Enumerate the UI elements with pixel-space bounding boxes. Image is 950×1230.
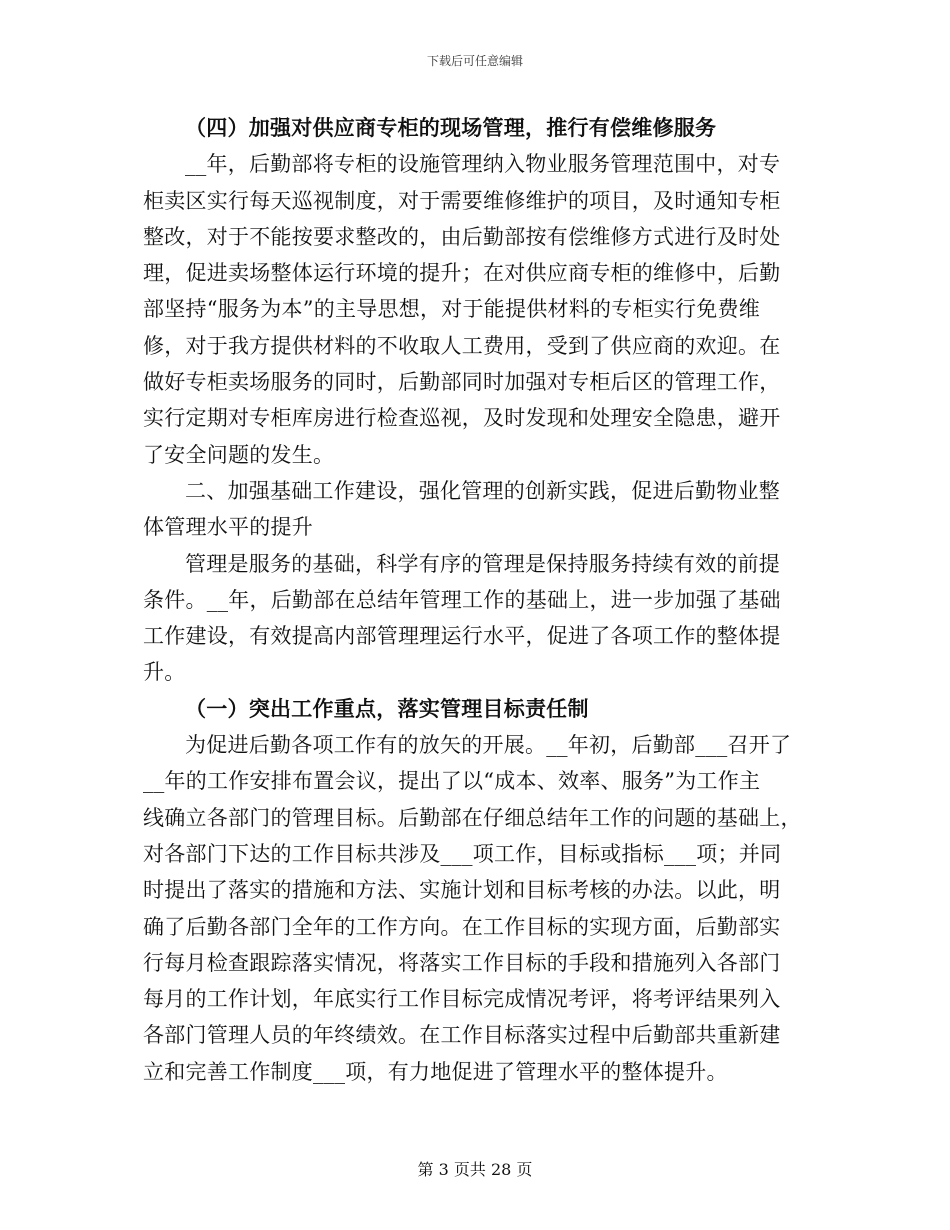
paragraph-line: 条件。__年，后勤部在总结年管理工作的基础上，进一步加强了基础 (143, 587, 781, 612)
paragraph-line: 体管理水平的提升 (143, 515, 313, 540)
document-body (143, 110, 803, 1090)
paragraph-line: 升。 (143, 660, 186, 685)
page-header: 下载后可任意编辑 (426, 54, 523, 68)
paragraph-line: 线确立各部门的管理目标。后勤部在仔细总结年工作的问题的基础上， (143, 805, 802, 830)
page-footer: 第 3 页共 28 页 (417, 1160, 533, 1179)
paragraph-line: 对各部门下达的工作目标共涉及___项工作，目标或指标___项；并同 (143, 841, 782, 866)
paragraph-line: __年的工作安排布置会议，提出了以“成本、效率、服务”为工作主 (143, 769, 761, 794)
paragraph-line: 管理是服务的基础，科学有序的管理是保持服务持续有效的前提 (185, 551, 780, 576)
paragraph-line: 行每月检查跟踪落实情况，将落实工作目标的手段和措施列入各部门 (143, 950, 781, 975)
paragraph-line: 做好专柜卖场服务的同时，后勤部同时加强对专柜后区的管理工作， (143, 370, 781, 395)
paragraph-line: 时提出了落实的措施和方法、实施计划和目标考核的办法。以此，明 (143, 878, 781, 903)
paragraph-line: 为促进后勤各项工作有的放矢的开展。__年初，后勤部___召开了 (185, 733, 792, 758)
paragraph-line: 修，对于我方提供材料的不收取人工费用，受到了供应商的欢迎。在 (143, 333, 781, 358)
paragraph-line: 每月的工作计划，年底实行工作目标完成情况考评，将考评结果列入 (143, 987, 781, 1012)
section-heading: （四）加强对供应商专柜的现场管理，推行有偿维修服务 (185, 115, 717, 140)
section-heading: （一）突出工作重点，落实管理目标责任制 (185, 695, 589, 721)
paragraph-line: 确了后勤各部门全年的工作方向。在工作目标的实现方面，后勤部实 (143, 914, 781, 939)
paragraph-line: 工作建设，有效提高内部管理理运行水平，促进了各项工作的整体提 (143, 624, 781, 649)
paragraph-line: 柜卖区实行每天巡视制度，对于需要维修维护的项目，及时通知专柜 (143, 188, 781, 213)
paragraph-line: 了安全问题的发生。 (143, 442, 335, 467)
paragraph-line: 部坚持“服务为本”的主导思想，对于能提供材料的专柜实行免费维 (143, 297, 760, 322)
paragraph-line: 整改，对于不能按要求整改的，由后勤部按有偿维修方式进行及时处 (143, 224, 781, 249)
paragraph-line: 理，促进卖场整体运行环境的提升；在对供应商专柜的维修中，后勤 (143, 261, 781, 286)
paragraph-line: __年，后勤部将专柜的设施管理纳入物业服务管理范围中，对专 (185, 152, 781, 177)
paragraph-line: 二、加强基础工作建设，强化管理的创新实践，促进后勤物业整 (185, 478, 780, 503)
paragraph-line: 实行定期对专柜库房进行检查巡视，及时发现和处理安全隐患，避开 (143, 406, 781, 431)
paragraph-line: 立和完善工作制度___项，有力地促进了管理水平的整体提升。 (143, 1059, 728, 1084)
paragraph-line: 各部门管理人员的年终绩效。在工作目标落实过程中后勤部共重新建 (143, 1023, 781, 1048)
